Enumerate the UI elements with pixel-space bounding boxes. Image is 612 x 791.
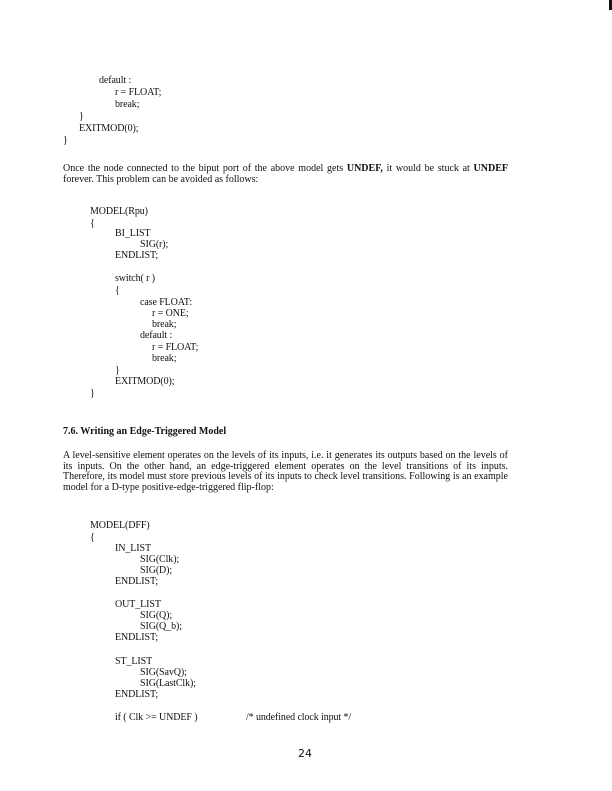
code-line: SIG(Q); (140, 610, 173, 621)
code-line: r = ONE; (152, 308, 189, 319)
code-line: SIG(Q_b); (140, 621, 182, 632)
code-line: if ( Clk >= UNDEF ) (115, 712, 198, 723)
code-line: IN_LIST (115, 543, 151, 554)
paragraph-edge-triggered: A level-sensitive element operates on the levels of its inputs, i.e. it generates its outputs based on the levels of its inputs. On the other hand, an edge-triggered element operates on the level transitions of its inputs. Therefore, its model must store previous levels of its inputs to check level transitions. Following is an example model for a D-type positive-edge-triggered flip-flop: (63, 450, 508, 493)
code-line: SIG(SavQ); (140, 667, 187, 678)
code-line: { (115, 285, 120, 296)
bold-term: UNDEF, (346, 163, 383, 174)
code-line: default : (140, 330, 173, 341)
text-span: it would be stuck at (382, 163, 474, 174)
section-heading: 7.6. Writing an Edge-Triggered Model (63, 426, 227, 437)
code-line: ENDLIST; (115, 689, 159, 700)
code-line: default : (99, 75, 132, 86)
code-line: r = FLOAT; (115, 87, 162, 98)
code-line: SIG(Clk); (140, 554, 180, 565)
code-line: EXITMOD(0); (115, 376, 175, 387)
code-line: break; (152, 353, 177, 364)
code-line: ST_LIST (115, 656, 153, 667)
page-number: 24 (298, 747, 312, 760)
code-line: } (115, 365, 120, 376)
code-line: { (90, 218, 95, 229)
code-line: { (90, 532, 95, 543)
code-line: r = FLOAT; (152, 342, 199, 353)
code-line: switch( r ) (115, 273, 155, 284)
code-line: } (79, 111, 84, 122)
code-line: MODEL(Rpu) (90, 206, 148, 217)
paragraph-undef (63, 164, 508, 185)
code-line: EXITMOD(0); (79, 123, 139, 134)
code-comment: /* undefined clock input */ (246, 712, 352, 723)
code-line: break; (115, 99, 140, 110)
code-line: break; (152, 319, 177, 330)
text-span: Once the node connected to the biput port of the above model gets (63, 163, 347, 174)
code-line: ENDLIST; (115, 576, 159, 587)
code-line: case FLOAT: (140, 297, 193, 308)
code-line: } (63, 135, 68, 146)
code-line: } (90, 388, 95, 399)
code-line: SIG(D); (140, 565, 173, 576)
code-line: BI_LIST (115, 228, 151, 239)
bold-term: UNDEF (473, 163, 508, 174)
code-line: MODEL(DFF) (90, 520, 150, 531)
code-line: SIG(LastClk); (140, 678, 196, 689)
code-line: OUT_LIST (115, 599, 161, 610)
code-line: ENDLIST; (115, 632, 159, 643)
text-span: forever. This problem can be avoided as follows: (63, 173, 259, 185)
code-line: ENDLIST; (115, 250, 159, 261)
code-line: SIG(r); (140, 239, 169, 250)
